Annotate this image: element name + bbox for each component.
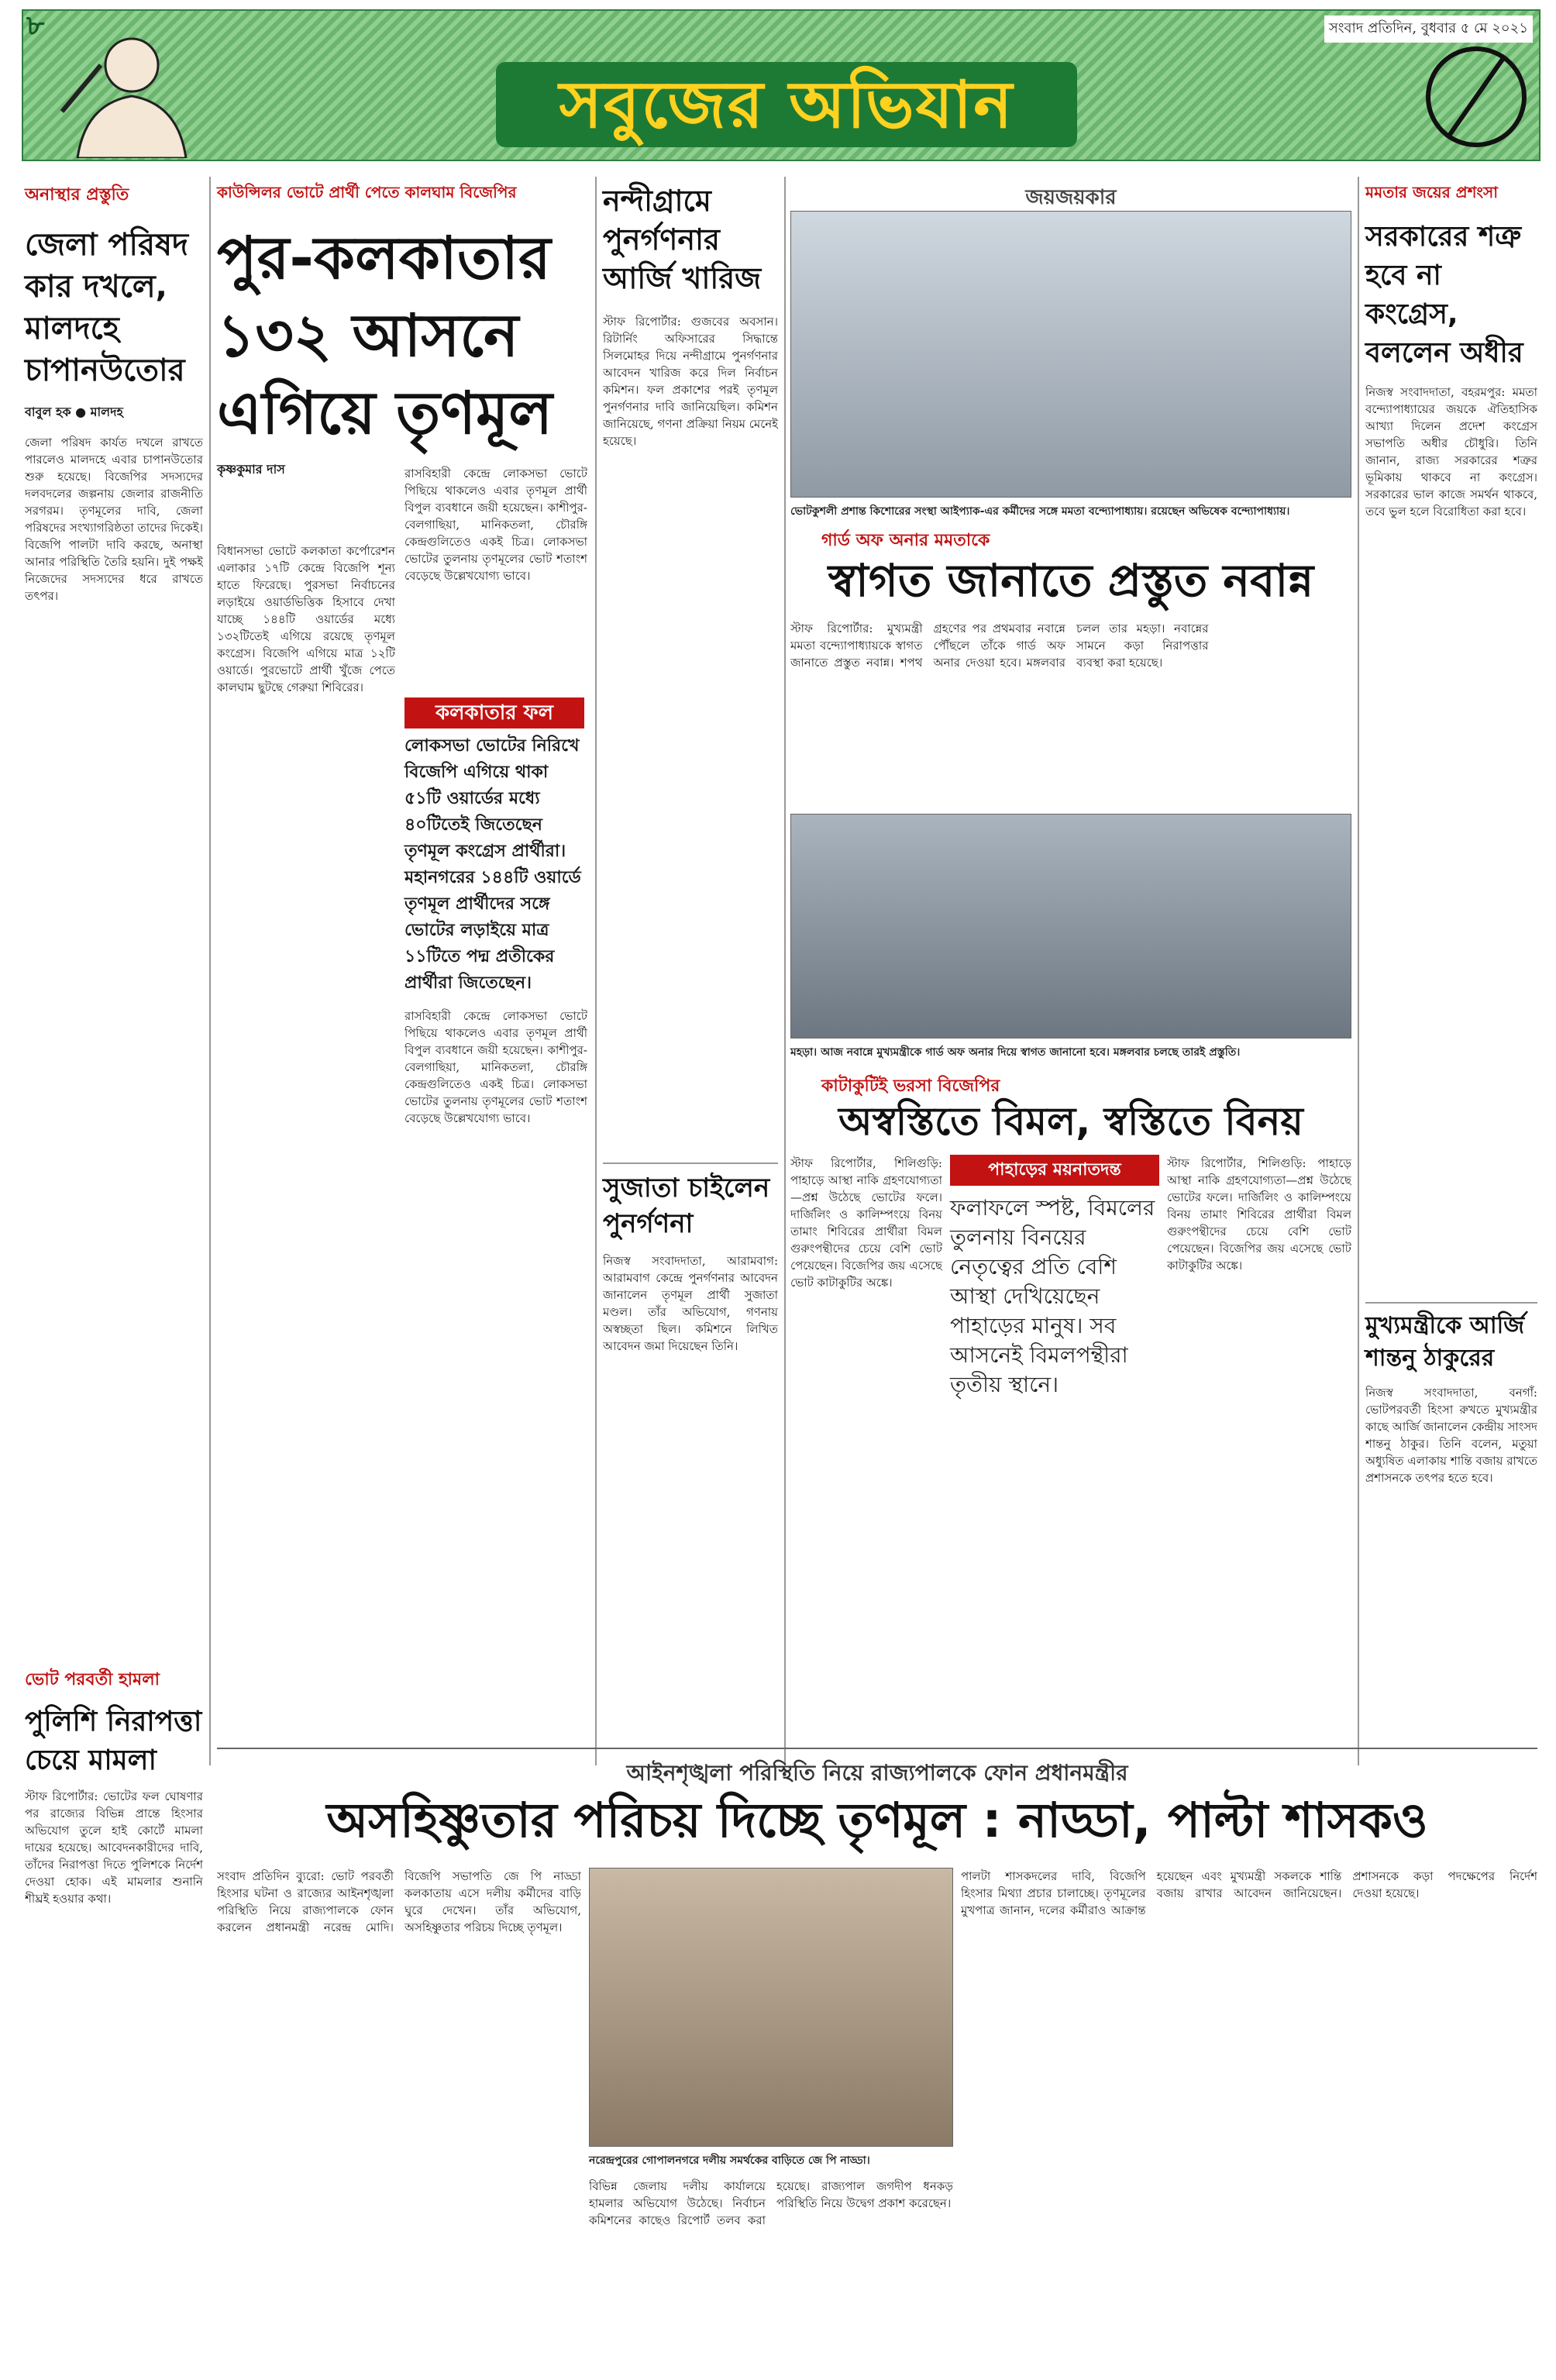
column-divider	[595, 177, 597, 1765]
kicker: অনাস্থার প্রস্তুতি	[25, 185, 129, 205]
photo-ipac	[790, 211, 1351, 498]
article-body: স্টাফ রিপোর্টার, শিলিগুড়ি: পাহাড়ে আস্থা নাকি গ্রহণযোগ্যতা—প্রশ্ন উঠেছে ভোটের ফলে। দার্জিলিং ও কালিম্পংয়ে বিনয় তামাং শিবিরের প্রার্থীরা বিমল গুরুংপন্থীদের চেয়ে বেশি ভোট পেয়েছেন। বিজেপির জয় এসেছে ভোট কাটাকুটির অঙ্কে।	[1167, 1156, 1351, 1273]
pull-quote: ফলাফলে স্পষ্ট, বিমলের তুলনায় বিনয়ের নেতৃত্বের প্রতি বেশি আস্থা দেখিয়েছেন পাহাড়ের মানুষ। সব আসনেই বিমলপন্থীরা তৃতীয় স্থানে।	[950, 1195, 1155, 1397]
byline: বাবুল হক ● মালদহ	[25, 405, 123, 419]
kicker: আইনশৃঙ্খলা পরিস্থিতি নিয়ে রাজ্যপালকে ফোন প্রধানমন্ত্রীর	[626, 1760, 1128, 1786]
article-body: নিজস্ব সংবাদদাতা, আরামবাগ: আরামবাগ কেন্দ্রে পুনর্গণনার আবেদন জানালেন তৃণমূল প্রার্থী সুজাতা মণ্ডল। তাঁর অভিযোগ, গণনায় অস্বচ্ছতা ছিল। কমিশনে লিখিত আবেদন জমা দিয়েছেন তিনি।	[603, 1254, 778, 1353]
article-body: স্টাফ রিপোর্টার: ভোটের ফল ঘোষণার পর রাজ্যের বিভিন্ন প্রান্তে হিংসার অভিযোগ তুলে হাই কোর্টে মামলা দায়ের হয়েছে। আবেদনকারীদের দাবি, তাঁদের নিরাপত্তা দিতে পুলিশকে নির্দেশ দেওয়া হোক। এই মামলার শুনানি শীঘ্রই হওয়ার কথা।	[25, 1789, 203, 1906]
article-body: বিভিন্ন জেলায় দলীয় কার্যালয়ে হামলার অভিযোগ উঠেছে। নির্বাচন কমিশনের কাছেও রিপোর্ট তলব করা হয়েছে। রাজ্যপাল জগদীপ ধনকড় পরিস্থিতি নিয়ে উদ্বেগ প্রকাশ করেছেন।	[589, 2179, 953, 2227]
headline: মুখ্যমন্ত্রীকে আর্জি শান্তনু ঠাকুরের	[1365, 1312, 1525, 1372]
byline: কৃষ্ণকুমার দাস	[217, 462, 285, 477]
photo-caption: মহড়া। আজ নবান্নে মুখ্যমন্ত্রীকে গার্ড অফ অনার দিয়ে স্বাগত জানানো হবে। মঙ্গলবার চলছে তারই প্রস্তুতি।	[790, 1046, 1241, 1059]
headline: সরকারের শত্রু হবে না কংগ্রেস, বললেন অধীর	[1365, 221, 1523, 369]
divider	[603, 1162, 778, 1164]
headline: পুলিশি নিরাপত্তা চেয়ে মামলা	[25, 1706, 202, 1776]
quote-label: পাহাড়ের ময়নাতদন্ত	[950, 1155, 1159, 1186]
party-symbol-icon	[1426, 46, 1527, 147]
headline: সুজাতা চাইলেন পুনর্গণনা	[603, 1173, 770, 1239]
article-body: পালটা শাসকদলের দাবি, বিজেপি হিংসার মিথ্যা প্রচার চালাচ্ছে। তৃণমূলের মুখপাত্র জানান, দলের কর্মীরাও আক্রান্ত হয়েছেন এবং মুখ্যমন্ত্রী সকলকে শান্তি বজায় রাখার আবেদন জানিয়েছেন। প্রশাসনকে কড়া পদক্ষেপের নির্দেশ দেওয়া হয়েছে।	[961, 1869, 1537, 1917]
leader-illustration	[31, 19, 209, 158]
kicker: কাউন্সিলর ভোটে প্রার্থী পেতে কালঘাম বিজেপির	[217, 183, 517, 201]
column-divider	[784, 177, 786, 1765]
kicker: মমতার জয়ের প্রশংসা	[1365, 183, 1499, 201]
divider	[1365, 1302, 1537, 1304]
article-body: স্টাফ রিপোর্টার, শিলিগুড়ি: পাহাড়ে আস্থা নাকি গ্রহণযোগ্যতা—প্রশ্ন উঠেছে ভোটের ফলে। দার্জিলিং ও কালিম্পংয়ে বিনয় তামাং শিবিরের প্রার্থীরা বিমল গুরুংপন্থীদের চেয়ে বেশি ভোট পেয়েছেন। বিজেপির জয় এসেছে ভোট কাটাকুটির অঙ্কে।	[790, 1156, 942, 1290]
photo-guard-of-honour	[790, 814, 1351, 1038]
article-body: রাসবিহারী কেন্দ্রে লোকসভা ভোটে পিছিয়ে থাকলেও এবার তৃণমূল প্রার্থী বিপুল ব্যবধানে জয়ী হয়েছেন। কাশীপুর-বেলগাছিয়া, মানিকতলা, চৌরঙ্গি কেন্দ্রগুলিতেও একই চিত্র। লোকসভা ভোটের তুলনায় তৃণমূলের ভোট শতাংশ বেড়েছে উল্লেখযোগ্য ভাবে।	[404, 467, 587, 583]
article-sujata	[603, 1170, 778, 1671]
article-kolkata	[217, 181, 589, 480]
kicker: ভোট পরবর্তী হামলা	[25, 1670, 160, 1689]
article-body: জেলা পরিষদ কার্যত দখলে রাখতে পারলেও মালদহে এবার চাপানউতোর শুরু হয়েছে। বিজেপির সদস্যদের দলবদলের জল্পনায় জেলার রাজনীতি সরগরম। তৃণমূলের দাবি, জেলা পরিষদের সংখ্যাগরিষ্ঠতা তাদের দিকেই। বিজেপি পালটা দাবি করছে, অনাস্থা আনার পরিস্থিতি তৈরি হয়নি। দুই পক্ষই নিজেদের সদস্যদের ধরে রাখতে তৎপর।	[25, 436, 203, 603]
kicker: গার্ড অফ অনার মমতাকে	[821, 531, 990, 550]
photo-caption: নরেন্দ্রপুরের গোপালনগরে দলীয় সমর্থকের বাড়িতে জে পি নাড্ডা।	[589, 2154, 870, 2167]
photo-nadda	[589, 1868, 953, 2147]
article-body: স্টাফ রিপোর্টার: গুজবের অবসান। রিটার্নিং অফিসারের সিদ্ধান্তে সিলমোহর দিয়ে নন্দীগ্রামে পুনর্গণনার আবেদন খারিজ করে দিল নির্বাচন কমিশন। ফল প্রকাশের পরই তৃণমূল পুনর্গণনার দাবি জানিয়েছিল। কমিশন জানিয়েছে, গণনা প্রক্রিয়া নিয়ম মেনেই হয়েছে।	[603, 315, 778, 448]
headline: নন্দীগ্রামে পুনর্গণনার আর্জি খারিজ	[603, 184, 762, 295]
box-title: কলকাতার ফল	[404, 697, 584, 728]
divider	[217, 1748, 1537, 1749]
column-divider	[209, 177, 211, 1765]
article-body: সংবাদ প্রতিদিন ব্যুরো: ভোট পরবর্তী হিংসার ঘটনা ও রাজ্যের আইনশৃঙ্খলা পরিস্থিতি নিয়ে রাজ্যপালকে ফোন করলেন প্রধানমন্ত্রী নরেন্দ্র মোদি। বিজেপি সভাপতি জে পি নাড্ডা কলকাতায় এসে দলীয় কর্মীদের বাড়ি ঘুরে দেখেন। তাঁর অভিযোগ, অসহিষ্ণুতার পরিচয় দিচ্ছে তৃণমূল।	[217, 1869, 581, 1934]
article-body: নিজস্ব সংবাদদাতা, বনগাঁ: ভোটপরবর্তী হিংসা রুখতে মুখ্যমন্ত্রীর কাছে আর্জি জানালেন কেন্দ্রীয় সাংসদ শান্তনু ঠাকুর। তিনি বলেন, মতুয়া অধ্যুষিত এলাকায় শান্তি বজায় রাখতে প্রশাসনকে তৎপর হতে হবে।	[1365, 1386, 1537, 1485]
headline: অসহিষ্ণুতার পরিচয় দিচ্ছে তৃণমূল : নাড্ডা, পাল্টা শাসকও	[326, 1792, 1428, 1848]
article-body: বিধানসভা ভোটে কলকাতা কর্পোরেশন এলাকার ১৭টি কেন্দ্রে বিজেপি শূন্য হাতে ফিরেছে। পুরসভা নির্বাচনের লড়াইয়ে ওয়ার্ডভিত্তিক হিসাবে দেখা যাচ্ছে ১৪৪টি ওয়ার্ডের মধ্যে ১৩২টিতেই এগিয়ে রয়েছে তৃণমূল কংগ্রেস। বিজেপি এগিয়ে মাত্র ১২টি ওয়ার্ডে। পুরভোটে প্রার্থী খুঁজে পেতে কালঘাম ছুটছে গেরুয়া শিবিরের।	[217, 544, 395, 694]
article-nandigram	[603, 181, 778, 1096]
section-label: জয়জয়কার	[1025, 186, 1117, 209]
headline: অস্বস্তিতে বিমল, স্বস্তিতে বিনয়	[838, 1099, 1303, 1144]
box-text: লোকসভা ভোটের নিরিখে বিজেপি এগিয়ে থাকা ৫১টি ওয়ার্ডের মধ্যে ৪০টিতেই জিতেছেন তৃণমূল কংগ্রেস প্রার্থীরা। মহানগরের ১৪৪টি ওয়ার্ডে তৃণমূল প্রার্থীদের সঙ্গে ভোটের লড়াইয়ে মাত্র ১১টিতে পদ্ম প্রতীকের প্রার্থীরা জিতেছেন।	[404, 736, 581, 993]
article-body: নিজস্ব সংবাদদাতা, বহরমপুর: মমতা বন্দ্যোপাধ্যায়ের জয়কে ঐতিহাসিক আখ্যা দিলেন প্রদেশ কংগ্রেস সভাপতি অধীর চৌধুরি। তিনি জানান, রাজ্য সরকারের শত্রুর ভূমিকায় থাকবে না কংগ্রেস। সরকারের ভাল কাজে সমর্থন থাকবে, তবে ভুল হলে বিরোধিতা করা হবে।	[1365, 385, 1537, 518]
article-police-case	[25, 1666, 203, 2377]
headline: জেলা পরিষদ কার দখলে, মালদহে চাপানউতোর	[25, 227, 189, 388]
dateline: সংবাদ প্রতিদিন, বুধবার ৫ মে ২০২১	[1324, 15, 1533, 43]
article-adhir	[1365, 181, 1537, 1298]
article-shantanu	[1365, 1310, 1537, 1756]
banner-title: সবুজের অভিযান	[496, 62, 1077, 147]
page-number: ৮	[26, 9, 45, 42]
photo-caption: ভোটকুশলী প্রশান্ত কিশোরের সংস্থা আইপ্যাক-এর কর্মীদের সঙ্গে মমতা বন্দ্যোপাধ্যায়। রয়েছেন অভিষেক বন্দ্যোপাধ্যায়।	[790, 505, 1290, 518]
article-malda	[25, 181, 203, 1511]
headline: স্বাগত জানাতে প্রস্তুত নবান্ন	[828, 554, 1314, 607]
kicker: কাটাকুটিই ভরসা বিজেপির	[821, 1076, 1000, 1096]
column-divider	[1358, 177, 1359, 1765]
article-body: রাসবিহারী কেন্দ্রে লোকসভা ভোটে পিছিয়ে থাকলেও এবার তৃণমূল প্রার্থী বিপুল ব্যবধানে জয়ী হয়েছেন। কাশীপুর-বেলগাছিয়া, মানিকতলা, চৌরঙ্গি কেন্দ্রগুলিতেও একই চিত্র। লোকসভা ভোটের তুলনায় তৃণমূলের ভোট শতাংশ বেড়েছে উল্লেখযোগ্য ভাবে।	[404, 1009, 587, 1125]
article-body: স্টাফ রিপোর্টার: মুখ্যমন্ত্রী মমতা বন্দ্যোপাধ্যায়কে স্বাগত জানাতে প্রস্তুত নবান্ন। শপথ গ্রহণের পর প্রথমবার নবান্নে পৌঁছলে তাঁকে গার্ড অফ অনার দেওয়া হবে। মঙ্গলবার চলল তার মহড়া। নবান্নের সামনে কড়া নিরাপত্তার ব্যবস্থা করা হয়েছে।	[790, 622, 1209, 670]
headline: পুর-কলকাতার ১৩২ আসনে এগিয়ে তৃণমূল	[217, 223, 553, 447]
